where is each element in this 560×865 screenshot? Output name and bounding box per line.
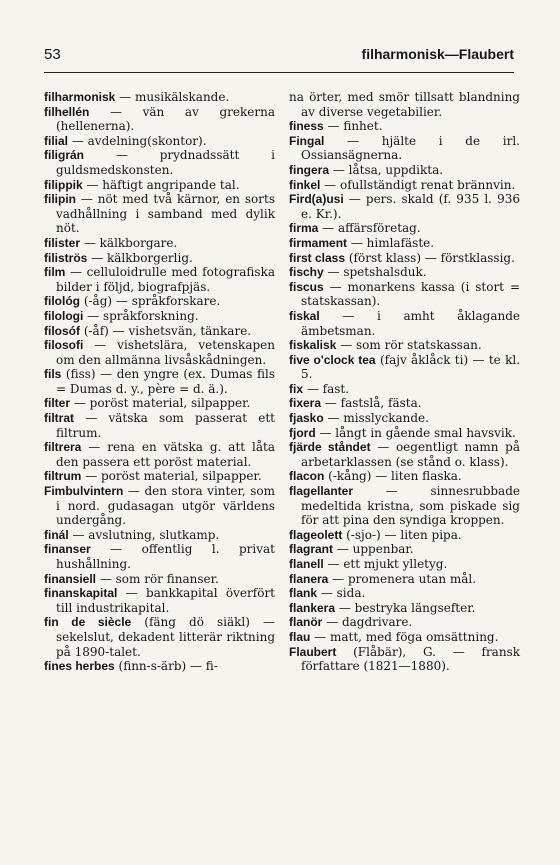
entry-headword: flanera — [289, 571, 329, 586]
entry-definition: (fajv åklåck ti) — te kl. 5. — [301, 352, 521, 382]
entry-definition: — låtsa, uppdikta. — [329, 162, 444, 177]
entry-definition: (-åg) — språkforskare. — [80, 294, 221, 309]
entry-definition: — nöt med två kärnor, en sorts vadhållning i samband med dylik nöt. — [56, 192, 275, 236]
entry-headword: flagellanter — [289, 484, 354, 499]
entry-headword: filiströs — [44, 250, 88, 265]
entry-headword: flanör — [289, 615, 323, 630]
header-rule — [44, 72, 514, 73]
dictionary-entry — [289, 265, 520, 280]
entry-definition: na örter, med smör tillsatt blandning av diverse vegetabilier. — [289, 90, 520, 119]
dictionary-entry — [44, 542, 275, 571]
entry-headword: filológ — [44, 294, 80, 309]
dictionary-entry — [289, 426, 520, 441]
dictionary-entry — [44, 105, 275, 134]
dictionary-entry — [44, 192, 275, 236]
dictionary-entry — [44, 90, 275, 105]
entry-headword: Fimbulvintern — [44, 484, 124, 499]
dictionary-entry — [289, 586, 520, 601]
entry-definition: (Flåbär), G. — fransk författare (1821—1880). — [301, 644, 520, 674]
entry-headword: filhellén — [44, 104, 90, 119]
dictionary-entry — [44, 265, 275, 294]
dictionary-entry — [289, 192, 520, 221]
dictionary-entry — [289, 90, 520, 119]
dictionary-entry — [44, 309, 275, 324]
dictionary-entry — [289, 236, 520, 251]
entry-headword: filial — [44, 133, 69, 148]
dictionary-entry — [44, 411, 275, 440]
entry-definition: — rena en vätska g. att låta den passera ett poröst material. — [56, 440, 275, 469]
entry-headword: finansiell — [44, 571, 97, 586]
entry-headword: firmament — [289, 235, 348, 250]
entry-definition: — bankkapital överfört till industrikapital. — [56, 586, 275, 615]
dictionary-entry — [289, 469, 520, 484]
entry-definition: — häftigt angripande tal. — [82, 177, 240, 192]
entry-headword: fiskalisk — [289, 338, 337, 353]
entry-headword: fjasko — [289, 411, 324, 426]
entry-definition: — poröst material, silpapper. — [70, 396, 251, 411]
dictionary-entry — [289, 309, 520, 338]
dictionary-entry — [289, 630, 520, 645]
entry-headword: filologi — [44, 308, 84, 323]
entry-headword: filharmonisk — [44, 90, 116, 104]
entry-headword: flanell — [289, 557, 324, 571]
entry-definition: — kälkborgare. — [80, 235, 178, 250]
dictionary-entry — [289, 221, 520, 236]
entry-definition: — vätska som passerat ett filtrum. — [56, 411, 275, 440]
entry-headword: fils — [44, 367, 62, 382]
dictionary-entry — [44, 572, 275, 587]
dictionary-entry — [44, 148, 275, 177]
entry-headword: flageolett — [289, 527, 343, 542]
entry-headword: filtrum — [44, 469, 82, 484]
dictionary-entry — [44, 236, 275, 251]
entry-definition: — prydnadssätt i guldsmedskonsten. — [56, 148, 275, 177]
dictionary-entry — [289, 382, 520, 397]
entry-headword: filtrera — [44, 440, 82, 455]
entry-definition: (fäng dö siäkl) — sekelslut, dekadent litterär riktning på 1890-talet. — [56, 615, 275, 659]
entry-headword: filter — [44, 396, 71, 411]
dictionary-entry — [44, 469, 275, 484]
entry-definition: — vän av grekerna (hellenerna). — [56, 104, 275, 134]
entry-headword: filister — [44, 235, 81, 250]
dictionary-entry — [289, 353, 520, 382]
entry-definition: — celluloidrulle med fotografiska bilder i följd, biografpjäs. — [56, 265, 275, 294]
entry-definition: — sida. — [317, 586, 366, 601]
entry-definition: — offentlig l. privat hushållning. — [56, 542, 275, 571]
entry-definition: (-kång) — liten flaska. — [324, 469, 462, 484]
dictionary-entry — [44, 294, 275, 309]
entry-definition: — spetshalsduk. — [323, 265, 427, 280]
entry-headword: filipin — [44, 192, 76, 207]
dictionary-entry — [289, 396, 520, 411]
entry-headword: finess — [289, 119, 324, 134]
entry-definition: — hjälte i de irl. Ossiansägnerna. — [301, 133, 520, 163]
entry-definition: — kälkborgerlig. — [87, 250, 193, 265]
entry-definition: (-sjo-) — liten pipa. — [342, 527, 462, 542]
dictionary-entry — [44, 178, 275, 193]
entry-headword: flank — [289, 586, 318, 601]
dictionary-entry — [289, 134, 520, 163]
entry-headword: fin de siècle — [44, 615, 132, 630]
entry-definition: (fiss) — den yngre (ex. Dumas fils = Dumas d. y., père = d. ä.). — [56, 367, 275, 396]
dictionary-entry — [289, 440, 520, 469]
dictionary-columns — [44, 90, 520, 805]
dictionary-entry — [44, 367, 275, 396]
entry-headword: finanskapital — [44, 586, 118, 601]
entry-headword: finkel — [289, 177, 321, 192]
dictionary-entry — [289, 484, 520, 528]
entry-headword: flankera — [289, 600, 336, 615]
entry-headword: film — [44, 265, 66, 280]
dictionary-entry — [44, 659, 275, 674]
entry-definition: — avdelning(skontor). — [68, 133, 207, 148]
entry-definition: — sinnesrubbade medeltida kristna, som piskade sig för att pina den syndiga kroppen. — [301, 484, 520, 528]
entry-headword: Flaubert — [289, 644, 337, 659]
dictionary-entry — [44, 484, 275, 528]
dictionary-entry — [289, 601, 520, 616]
dictionary-entry — [44, 586, 275, 615]
entry-definition: — finhet. — [323, 119, 383, 134]
entry-headword: fjord — [289, 425, 316, 440]
dictionary-entry — [289, 411, 520, 426]
entry-headword: finál — [44, 527, 69, 542]
entry-headword: flagrant — [289, 542, 334, 557]
entry-headword: flau — [289, 629, 311, 644]
entry-definition: — bestryka längsefter. — [335, 600, 476, 615]
entry-definition: (-åf) — vishetsvän, tänkare. — [80, 323, 252, 338]
entry-definition: — ofullständigt renat brännvin. — [320, 177, 516, 192]
entry-definition: — vishetslära, vetenskapen om den allmänna livsåskådningen. — [56, 338, 275, 367]
entry-headword: filigrán — [44, 148, 85, 163]
entry-definition: — långt in gående smal havsvik. — [315, 425, 516, 440]
entry-definition: — som rör statskassan. — [336, 338, 482, 353]
entry-definition: — pers. skald (f. 935 l. 936 e. Kr.). — [301, 192, 520, 221]
entry-definition: — språkforskning. — [83, 308, 199, 323]
dictionary-entry — [44, 251, 275, 266]
dictionary-entry — [44, 615, 275, 659]
entry-headword: fines herbes — [44, 659, 115, 674]
entry-headword: filosóf — [44, 323, 80, 338]
entry-headword: first class — [289, 250, 346, 265]
dictionary-entry — [44, 528, 275, 543]
dictionary-entry — [44, 324, 275, 339]
entry-definition: — promenera utan mål. — [328, 571, 477, 586]
entry-headword: fiscus — [289, 279, 324, 294]
entry-headword: fingera — [289, 162, 330, 177]
entry-definition: (först klass) — förstklassig. — [345, 250, 515, 265]
entry-headword: fixera — [289, 396, 322, 411]
entry-headword: filtrat — [44, 411, 74, 426]
entry-definition: — matt, med föga omsättning. — [310, 629, 499, 644]
dictionary-entry — [289, 542, 520, 557]
entry-headword: Fird(a)usi — [289, 192, 344, 207]
entry-definition: — fast. — [303, 381, 350, 396]
entry-headword: fiskal — [289, 308, 320, 323]
entry-headword: flacon — [289, 469, 325, 484]
dictionary-entry — [289, 163, 520, 178]
dictionary-entry — [289, 251, 520, 266]
entry-definition: — poröst material, silpapper. — [81, 469, 262, 484]
dictionary-entry — [289, 645, 520, 674]
dictionary-entry — [289, 178, 520, 193]
entry-definition: — den stora vinter, som i nord. gudasagan utgör världens undergång. — [56, 484, 275, 528]
dictionary-entry — [44, 338, 275, 367]
entry-headword: fix — [289, 381, 304, 396]
running-head: filharmonisk—Flaubert — [361, 46, 514, 62]
entry-definition: — i amht åklagande ämbetsman. — [301, 308, 520, 338]
entry-definition: (finn-s-ärb) — fi- — [114, 659, 218, 674]
right-column — [289, 90, 520, 805]
dictionary-entry — [44, 396, 275, 411]
entry-definition: — monarkens kassa (i stort = statskassan). — [301, 279, 520, 309]
page-header — [44, 46, 514, 68]
dictionary-entry — [289, 557, 520, 572]
left-column — [44, 90, 275, 805]
entry-headword: fjärde ståndet — [289, 440, 371, 455]
entry-definition: — affärsföretag. — [318, 221, 421, 236]
entry-definition: — himlafäste. — [347, 235, 435, 250]
entry-definition: — avslutning, slutkamp. — [68, 527, 220, 542]
dictionary-entry — [289, 528, 520, 543]
dictionary-entry — [289, 119, 520, 134]
dictionary-entry — [44, 440, 275, 469]
entry-definition: — dagdrivare. — [322, 615, 413, 630]
entry-headword: finanser — [44, 542, 91, 557]
dictionary-entry — [289, 338, 520, 353]
dictionary-entry — [44, 134, 275, 149]
page-number: 53 — [44, 46, 61, 63]
entry-definition: — ett mjukt ylletyg. — [323, 557, 448, 571]
entry-definition: — som rör finanser. — [96, 571, 219, 586]
dictionary-entry — [289, 572, 520, 587]
dictionary-entry — [289, 280, 520, 309]
entry-definition: — musikälskande. — [115, 90, 230, 104]
entry-definition: — fastslå, fästa. — [321, 396, 422, 411]
entry-definition: — misslyckande. — [323, 411, 429, 426]
entry-headword: Fingal — [289, 133, 325, 148]
entry-headword: filippik — [44, 177, 83, 192]
dictionary-entry — [289, 615, 520, 630]
entry-definition: — uppenbar. — [333, 542, 414, 557]
entry-headword: five o'clock tea — [289, 352, 376, 367]
entry-headword: fischy — [289, 265, 324, 280]
entry-headword: filosofi — [44, 338, 84, 353]
entry-headword: firma — [289, 221, 319, 236]
entry-definition: — oegentligt namn på arbetarklassen (se stånd o. klass). — [301, 440, 520, 469]
